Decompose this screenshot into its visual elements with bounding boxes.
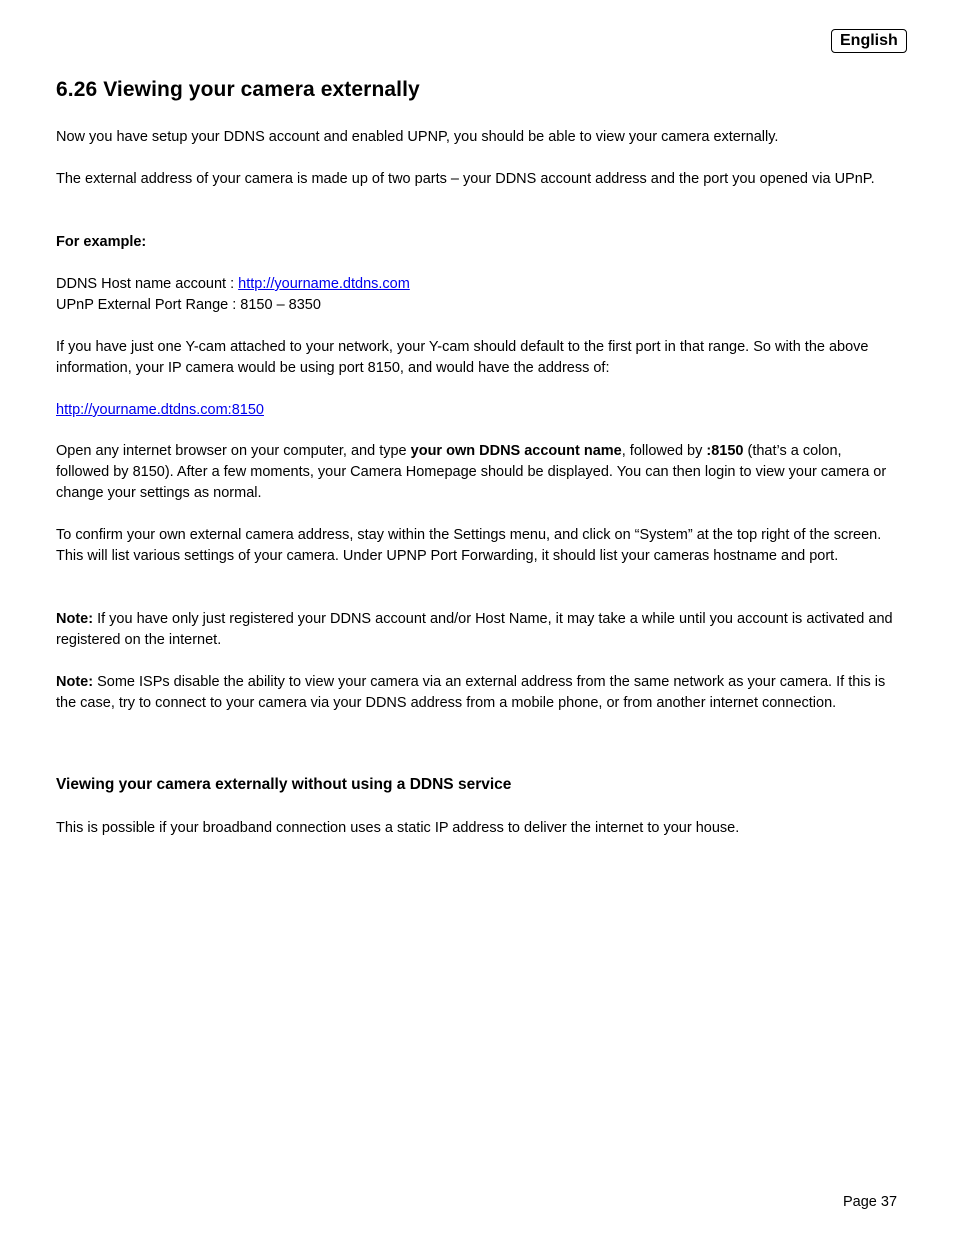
full-address-link[interactable]: http://yourname.dtdns.com:8150 [56,402,264,418]
note-isp-label: Note: [56,674,94,690]
subsection-body: This is possible if your broadband connection uses a static IP address to deliver the internet to your house. [56,820,740,836]
intro-paragraph: Now you have setup your DDNS account and enabled UPNP, you should be able to view your camera externally. [56,129,779,145]
page-number: Page 37 [843,1194,898,1210]
example-label-text: For example: [56,234,147,250]
external-address-paragraph: The external address of your camera is made up of two parts – your DDNS account address and the port you opened via UPnP. [56,171,875,187]
confirm-address-paragraph: To confirm your own external camera address, stay within the Settings menu, and click on “System” at the top right of the screen. This will list various settings of your camera. Under UPNP Port Forwarding, it should list your cameras hostname and port. [56,527,882,564]
language-badge: English [831,29,907,53]
browser-bold-port: :8150 [706,443,744,459]
section-title: 6.26 Viewing your camera externally [56,78,420,101]
subsection-title: Viewing your camera externally without using a DDNS service [56,776,512,793]
browser-text-post: (that’s a colon, followed by 8150). After a few moments, your Camera Homepage should be displayed. You can then login to view your camera or change your settings as normal. [56,443,887,501]
ddns-host-label: DDNS Host name account : [56,276,239,292]
browser-instructions-paragraph [56,441,898,504]
example-label [56,232,898,253]
ddns-host-link[interactable]: http://yourname.dtdns.com [238,276,410,292]
full-address-line [56,400,898,421]
browser-text-pre: Open any internet browser on your computer, and type [56,443,411,459]
note-registration-text: If you have only just registered your DDNS account and/or Host Name, it may take a while until you account is activated and registered on the internet. [56,611,893,648]
browser-bold-account: your own DDNS account name [410,443,622,459]
note-registration-label: Note: [56,611,94,627]
single-camera-paragraph: If you have just one Y-cam attached to your network, your Y-cam should default to the first port in that range. So with the above information, your IP camera would be using port 8150, and would have the address of: [56,339,869,376]
upnp-port-range: UPnP External Port Range : 8150 – 8350 [56,297,321,313]
note-registration-paragraph [56,609,898,651]
note-isp-text: Some ISPs disable the ability to view your camera via an external address from the same network as your camera. If this is the case, try to connect to your camera via your DDNS address from a mobile phone, or from another internet connection. [56,674,886,711]
note-isp-paragraph [56,672,898,714]
browser-text-mid: , followed by [621,443,707,459]
example-block [56,274,898,316]
